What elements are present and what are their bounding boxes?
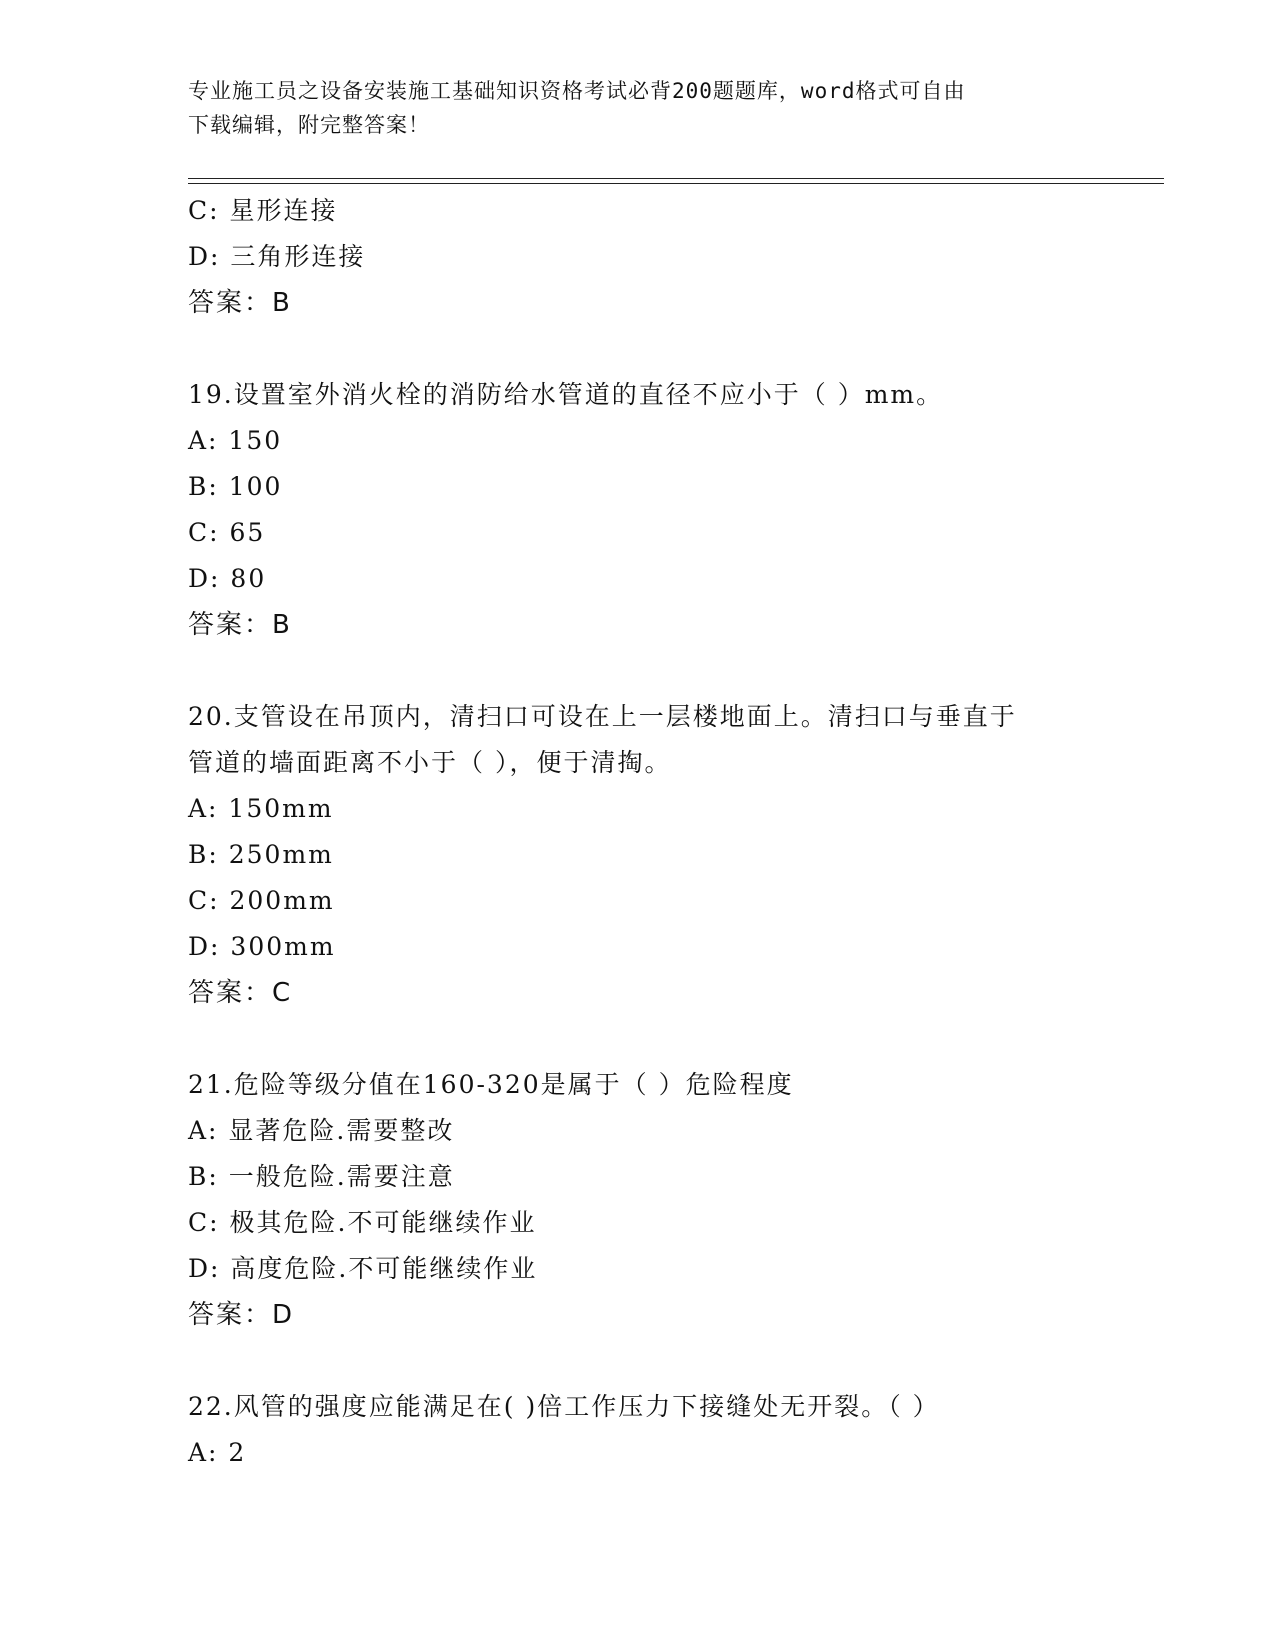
answer: 答案：C xyxy=(188,978,293,1008)
option-c: C: 65 xyxy=(188,518,266,547)
option-a: A: 150 xyxy=(188,426,283,455)
spacer xyxy=(188,1016,1148,1062)
option-d: D: 300mm xyxy=(188,932,336,961)
option-a: A: 显著危险.需要整改 xyxy=(188,1116,455,1145)
option-c: C: 200mm xyxy=(188,886,335,915)
question-text: 22.风管的强度应能满足在( )倍工作压力下接缝处无开裂。（ ） xyxy=(188,1392,940,1421)
header-rule-top xyxy=(188,178,1164,179)
question-content xyxy=(188,188,1148,1476)
question-22 xyxy=(188,1384,1148,1476)
question-text: 19.设置室外消火栓的消防给水管道的直径不应小于（ ）mm。 xyxy=(188,380,944,409)
header-rule-bottom xyxy=(188,183,1164,184)
document-header xyxy=(188,74,1088,142)
spacer xyxy=(188,326,1148,372)
option-d: D: 三角形连接 xyxy=(188,242,366,271)
option-c: C: 极其危险.不可能继续作业 xyxy=(188,1208,537,1237)
question-text-line-2: 管道的墙面距离不小于（ ），便于清掏。 xyxy=(188,748,672,777)
question-20 xyxy=(188,694,1148,1016)
answer: 答案：B xyxy=(188,610,292,640)
option-b: B: 100 xyxy=(188,472,283,501)
question-text: 21.危险等级分值在160-320是属于（ ）危险程度 xyxy=(188,1070,794,1099)
question-text-line-1: 20.支管设在吊顶内，清扫口可设在上一层楼地面上。清扫口与垂直于 xyxy=(188,702,1017,731)
question-21 xyxy=(188,1062,1148,1338)
answer: 答案：D xyxy=(188,1300,295,1330)
option-d: D: 高度危险.不可能继续作业 xyxy=(188,1254,538,1283)
option-b: B: 250mm xyxy=(188,840,334,869)
answer: 答案：B xyxy=(188,288,292,318)
option-b: B: 一般危险.需要注意 xyxy=(188,1162,455,1191)
header-line-2: 下载编辑，附完整答案！ xyxy=(188,113,430,137)
option-a: A: 150mm xyxy=(188,794,334,823)
option-d: D: 80 xyxy=(188,564,267,593)
spacer xyxy=(188,1338,1148,1384)
option-a: A: 2 xyxy=(188,1438,247,1467)
spacer xyxy=(188,648,1148,694)
header-line-1: 专业施工员之设备安装施工基础知识资格考试必背200题题库，word格式可自由 xyxy=(188,79,966,103)
question-19 xyxy=(188,372,1148,648)
partial-question-18 xyxy=(188,188,1148,326)
option-c: C: 星形连接 xyxy=(188,196,338,225)
